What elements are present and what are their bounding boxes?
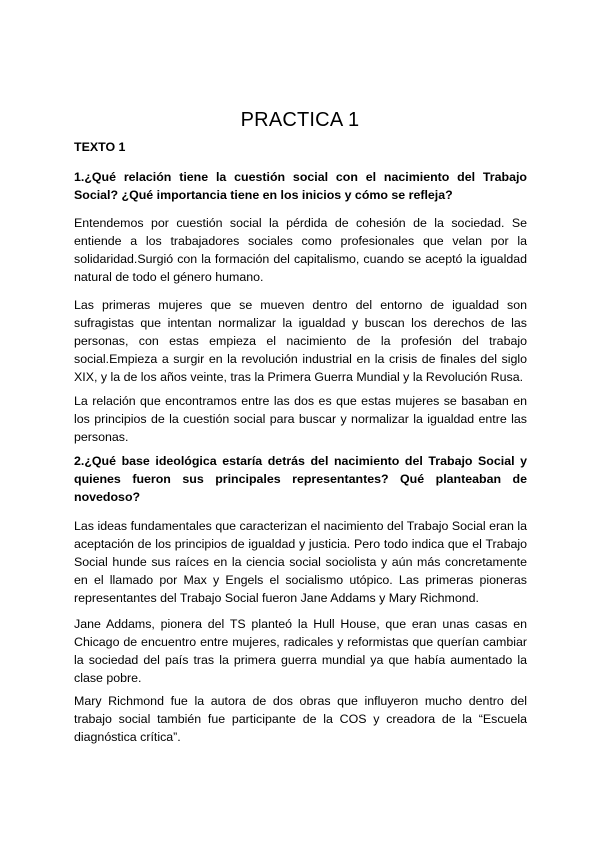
question-2: 2.¿Qué base ideológica estaría detrás del nacimiento del Trabajo Social y quienes fueron sus principales representantes? Qué planteaban de novedoso?	[74, 454, 527, 504]
question-1: 1.¿Qué relación tiene la cuestión social con el nacimiento del Trabajo Social? ¿Qué importancia tiene en los inicios y cómo se refleja?	[74, 170, 527, 202]
answer-1-paragraph-3: La relación que encontramos entre las dos es que estas mujeres se basaban en los principios de la cuestión social para buscar y normalizar la igualdad entre las personas.	[74, 394, 527, 444]
answer-2-paragraph-1: Las ideas fundamentales que caracterizan el nacimiento del Trabajo Social eran la aceptación de los principios de igualdad y justicia. Pero todo indica que el Trabajo Social hunde sus raíces en la ciencia social sociolista y aún más concretamente en el llamado por Max y Engels el socialismo utópico. Las primeras pioneras representantes del Trabajo Social fueron Jane Addams y Mary Richmond.	[74, 519, 527, 605]
answer-2-paragraph-2: Jane Addams, pionera del TS planteó la Hull House, que eran unas casas en Chicago de encuentro entre mujeres, radicales y reformistas que querían cambiar la sociedad del país tras la primera guerra mundial ya que había aumentado la clase pobre.	[74, 617, 527, 685]
answer-1-paragraph-1: Entendemos por cuestión social la pérdida de cohesión de la sociedad. Se entiende a los trabajadores sociales como profesionales que velan por la solidaridad.Surgió con la formación del capitalismo, cuando se aceptó la igualdad natural de todo el género humano.	[74, 216, 527, 284]
answer-2-paragraph-3: Mary Richmond fue la autora de dos obras que influyeron mucho dentro del trabajo social también fue participante de la COS y creadora de la “Escuela diagnóstica crítica”.	[74, 694, 527, 744]
document-title: PRACTICA 1	[240, 109, 360, 132]
section-subtitle: TEXTO 1	[74, 140, 126, 154]
answer-1-paragraph-2: Las primeras mujeres que se mueven dentro del entorno de igualdad son sufragistas que intentan normalizar la igualdad y buscan los derechos de las personas, con estas empieza el nacimiento de la profesión del trabajo social.Empieza a surgir en la revolución industrial en la crisis de finales del siglo XIX, y la de los años veinte, tras la Primera Guerra Mundial y la Revolución Rusa.	[74, 298, 527, 384]
